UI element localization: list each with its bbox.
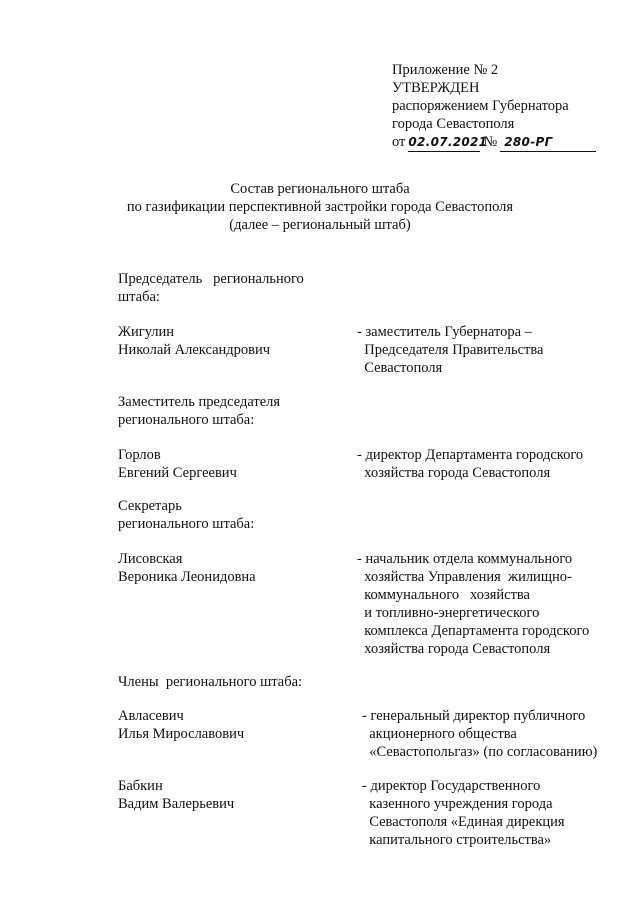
approval-order-line: распоряжением Губернатора	[392, 98, 569, 114]
desc-line: и топливно-энергетического	[357, 605, 540, 621]
title-line-1: Состав регионального штаба	[230, 181, 410, 197]
person-desc-babkin	[362, 777, 565, 849]
surname: Лисовская	[118, 551, 183, 567]
approval-block	[392, 61, 596, 151]
number-sign: №	[483, 134, 498, 150]
person-name-gorlov	[118, 446, 237, 482]
title-line-3: (далее – региональный штаб)	[229, 217, 411, 233]
date-prefix: от	[392, 134, 406, 150]
deputy-heading	[118, 393, 280, 429]
approval-number: 280-РГ	[500, 133, 596, 152]
desc-line: Председателя Правительства	[357, 342, 544, 358]
chair-heading-line-2: штаба:	[118, 289, 160, 305]
person-desc-gorlov	[357, 446, 583, 482]
desc-line: хозяйства города Севастополя	[357, 641, 551, 657]
given-names: Вероника Леонидовна	[118, 569, 256, 585]
surname: Авласевич	[118, 708, 184, 724]
given-names: Илья Мирославович	[118, 726, 245, 742]
approval-city-line: города Севастополя	[392, 116, 515, 132]
person-name-lisovskaya	[118, 550, 256, 586]
desc-line: казенного учреждения города	[362, 796, 553, 812]
chair-heading	[118, 270, 304, 306]
person-desc-zhigulin	[357, 323, 543, 377]
surname: Жигулин	[118, 324, 175, 340]
desc-line: Севастополя	[357, 360, 443, 376]
title-line-2: по газификации перспективной застройки города Севастополя	[126, 199, 514, 215]
deputy-heading-line-2: регионального штаба:	[118, 412, 255, 428]
desc-line: - директор Департамента городского	[357, 447, 584, 463]
desc-line: комплекса Департамента городского	[357, 623, 590, 639]
given-names: Евгений Сергеевич	[118, 465, 237, 481]
desc-line: - начальник отдела коммунального	[357, 551, 573, 567]
appendix-label: Приложение № 2	[392, 62, 499, 78]
desc-line: хозяйства Управления жилищно-	[357, 569, 572, 585]
secretary-heading-line-1: Секретарь	[118, 498, 182, 514]
desc-line: капитального строительства»	[362, 832, 552, 848]
secretary-heading	[118, 497, 254, 533]
members-heading	[118, 673, 302, 691]
surname: Бабкин	[118, 778, 163, 794]
deputy-heading-line-1: Заместитель председателя	[118, 394, 281, 410]
desc-line: хозяйства города Севастополя	[357, 465, 551, 481]
person-name-zhigulin	[118, 323, 270, 359]
given-names: Николай Александрович	[118, 342, 271, 358]
person-name-babkin	[118, 777, 234, 813]
chair-heading-line-1: Председатель регионального	[118, 271, 304, 287]
desc-line: Севастополя «Единая дирекция	[362, 814, 565, 830]
desc-line: акционерного общества	[362, 726, 517, 742]
desc-line: - генеральный директор публичного	[362, 708, 586, 724]
person-desc-avlasevich	[362, 707, 597, 761]
approved-label: УТВЕРЖДЕН	[392, 80, 480, 96]
desc-line: - заместитель Губернатора –	[357, 324, 532, 340]
approval-date-number-line	[392, 133, 596, 151]
person-desc-lisovskaya	[357, 550, 589, 658]
desc-line: коммунального хозяйства	[357, 587, 530, 603]
person-name-avlasevich	[118, 707, 244, 743]
desc-line: «Севастопольгаз» (по согласованию)	[362, 744, 598, 760]
given-names: Вадим Валерьевич	[118, 796, 235, 812]
secretary-heading-line-2: регионального штаба:	[118, 516, 255, 532]
surname: Горлов	[118, 447, 161, 463]
approval-date: 02.07.2021	[408, 133, 480, 152]
members-heading-line: Члены регионального штаба:	[118, 674, 303, 690]
desc-line: - директор Государственного	[362, 778, 541, 794]
document-title	[0, 180, 640, 234]
